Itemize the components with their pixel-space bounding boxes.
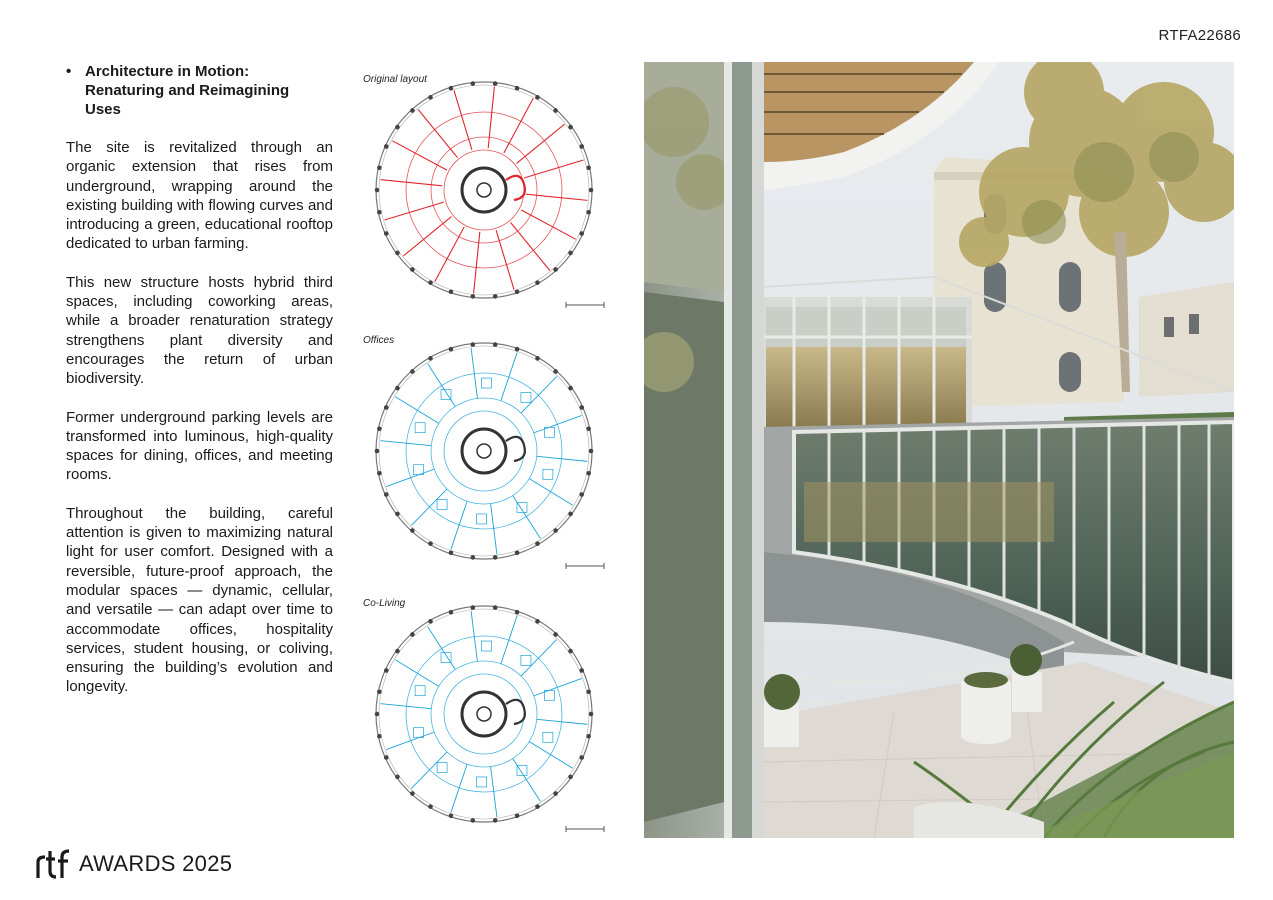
heading-line-2: Renaturing and Reimagining bbox=[85, 82, 290, 99]
plan-column bbox=[553, 791, 558, 796]
plan-ring bbox=[431, 661, 537, 767]
plan-core-room bbox=[506, 437, 525, 461]
plan-column bbox=[410, 108, 415, 113]
plan-ring bbox=[431, 137, 537, 243]
plan-furniture bbox=[481, 641, 491, 651]
plan-column bbox=[515, 813, 520, 818]
plan-radial-wall bbox=[451, 501, 467, 549]
plan-column bbox=[553, 108, 558, 113]
plan-column bbox=[535, 541, 540, 546]
plan-column bbox=[515, 550, 520, 555]
plan-column bbox=[535, 619, 540, 624]
plan-column bbox=[515, 86, 520, 91]
plan-original-layout bbox=[362, 72, 612, 312]
plan-ring bbox=[406, 112, 562, 268]
plan-column bbox=[493, 294, 498, 299]
plan-stair-core bbox=[462, 692, 506, 736]
offices-plan-drawing bbox=[362, 333, 612, 575]
plan-column bbox=[428, 95, 433, 100]
plan-column bbox=[384, 492, 389, 497]
plan-column bbox=[586, 165, 591, 170]
plan-column bbox=[428, 541, 433, 546]
plan-radial-wall bbox=[474, 232, 480, 294]
plan-ring bbox=[431, 398, 537, 504]
plan-radial-wall bbox=[381, 180, 443, 186]
plan-radial-wall bbox=[511, 223, 550, 271]
plan-column bbox=[377, 426, 382, 431]
plan-column bbox=[449, 610, 454, 615]
plan-column bbox=[428, 356, 433, 361]
plan-column bbox=[384, 755, 389, 760]
plan-column bbox=[515, 610, 520, 615]
plan-column bbox=[377, 734, 382, 739]
plan-furniture bbox=[521, 655, 531, 665]
paragraph-3: Former underground parking levels are transformed into luminous, high-quality spaces for dining, offices, and meeting rooms. bbox=[66, 408, 333, 484]
plan-column bbox=[553, 267, 558, 272]
plan-radial-wall bbox=[395, 660, 439, 687]
plan-radial-wall bbox=[521, 640, 557, 676]
plan-column bbox=[589, 449, 594, 454]
text-column bbox=[66, 62, 333, 716]
plan-ring bbox=[444, 411, 524, 491]
plan-radial-wall bbox=[513, 759, 541, 802]
plan-column bbox=[384, 668, 389, 673]
plan-column bbox=[395, 649, 400, 654]
plan-radial-wall bbox=[521, 377, 557, 413]
plan-radial-wall bbox=[513, 496, 541, 539]
plan-column bbox=[553, 632, 558, 637]
plan-label: Offices bbox=[363, 335, 395, 346]
plan-radial-wall bbox=[395, 397, 439, 424]
plan-column bbox=[471, 818, 476, 823]
plan-column bbox=[377, 471, 382, 476]
plan-column bbox=[535, 804, 540, 809]
plan-ring bbox=[406, 636, 562, 792]
plan-column bbox=[471, 81, 476, 86]
courtyard-photo-image bbox=[644, 62, 1234, 838]
plan-column bbox=[384, 405, 389, 410]
plan-column bbox=[449, 347, 454, 352]
plan-ring bbox=[444, 674, 524, 754]
plan-column bbox=[589, 712, 594, 717]
plan-column bbox=[493, 605, 498, 610]
plan-radial-wall bbox=[384, 202, 443, 220]
original-layout-plan-drawing bbox=[362, 72, 612, 312]
plan-stair-eye bbox=[477, 444, 491, 458]
plan-radial-wall bbox=[488, 87, 494, 149]
plan-radial-wall bbox=[526, 194, 588, 200]
plan-column bbox=[579, 755, 584, 760]
heading-line-1: Architecture in Motion: bbox=[85, 63, 250, 80]
plan-furniture bbox=[543, 732, 553, 742]
plan-column bbox=[428, 280, 433, 285]
plan-radial-wall bbox=[496, 230, 514, 289]
plan-stair-eye bbox=[477, 183, 491, 197]
plan-column bbox=[375, 188, 380, 193]
plan-radial-wall bbox=[418, 109, 457, 157]
plan-label: Co-Living bbox=[363, 598, 406, 609]
paragraph-4: Throughout the building, careful attention is given to maximizing natural light for user comfort. Designed with a reversible, future-proof approach, the modular spaces — dynamic, cellular, and versatile — can adapt over time to accommodate offices, hospitality services, student housing, or coliving, ensuring the building’s evolution and longevity. bbox=[66, 504, 333, 696]
plan-column bbox=[384, 144, 389, 149]
plan-furniture bbox=[437, 763, 447, 773]
plan-furniture bbox=[477, 514, 487, 524]
plan-label: Original layout bbox=[363, 74, 427, 85]
plan-core-room bbox=[506, 176, 525, 200]
plan-column bbox=[568, 512, 573, 517]
co-living-plan-drawing bbox=[362, 596, 612, 836]
plan-column bbox=[384, 231, 389, 236]
plan-column bbox=[377, 165, 382, 170]
plan-column bbox=[493, 81, 498, 86]
plan-column bbox=[395, 251, 400, 256]
plan-column bbox=[586, 210, 591, 215]
plan-column bbox=[579, 144, 584, 149]
plan-radial-wall bbox=[428, 627, 456, 670]
plan-column bbox=[568, 251, 573, 256]
plan-stair-eye bbox=[477, 707, 491, 721]
plan-column bbox=[395, 775, 400, 780]
courtyard-photo bbox=[644, 62, 1234, 838]
rtf-logo-icon bbox=[35, 849, 71, 879]
plan-radial-wall bbox=[501, 615, 517, 663]
plan-column bbox=[586, 471, 591, 476]
plan-column bbox=[568, 386, 573, 391]
awards-label: AWARDS 2025 bbox=[79, 851, 233, 876]
plan-column bbox=[589, 188, 594, 193]
plan-furniture bbox=[415, 423, 425, 433]
plan-column bbox=[428, 619, 433, 624]
plan-column bbox=[471, 605, 476, 610]
plan-furniture bbox=[521, 392, 531, 402]
plan-column bbox=[375, 449, 380, 454]
plan-column bbox=[586, 689, 591, 694]
plan-radial-wall bbox=[451, 764, 467, 812]
plan-column bbox=[579, 668, 584, 673]
reference-code: RTFA22686 bbox=[1158, 27, 1241, 44]
plan-column bbox=[568, 125, 573, 130]
plan-radial-wall bbox=[386, 732, 434, 749]
plan-column bbox=[579, 231, 584, 236]
bullet-icon: • bbox=[66, 63, 72, 80]
plan-column bbox=[410, 528, 415, 533]
plan-column bbox=[471, 294, 476, 299]
plan-radial-wall bbox=[529, 479, 573, 506]
plan-ring bbox=[444, 150, 524, 230]
plan-radial-wall bbox=[428, 364, 456, 407]
plan-column bbox=[586, 426, 591, 431]
plan-column bbox=[535, 280, 540, 285]
plan-radial-wall bbox=[534, 415, 582, 432]
plan-column bbox=[553, 528, 558, 533]
plan-column bbox=[449, 550, 454, 555]
plan-outer-wall bbox=[376, 82, 592, 298]
plan-radial-wall bbox=[529, 742, 573, 769]
plan-outer-wall bbox=[376, 606, 592, 822]
plan-radial-wall bbox=[517, 124, 565, 163]
plan-column bbox=[493, 342, 498, 347]
plan-core-room bbox=[506, 700, 525, 724]
plan-stair-core bbox=[462, 429, 506, 473]
section-heading bbox=[66, 62, 333, 119]
plan-column bbox=[395, 386, 400, 391]
plan-column bbox=[493, 555, 498, 560]
plan-co-living bbox=[362, 596, 612, 836]
plan-column bbox=[553, 369, 558, 374]
plan-inner-wall bbox=[379, 346, 589, 556]
plan-column bbox=[568, 649, 573, 654]
plan-inner-wall bbox=[379, 609, 589, 819]
plan-column bbox=[515, 289, 520, 294]
plan-radial-wall bbox=[534, 678, 582, 695]
plan-column bbox=[586, 734, 591, 739]
plan-furniture bbox=[477, 777, 487, 787]
plan-column bbox=[395, 512, 400, 517]
plan-column bbox=[568, 775, 573, 780]
plan-column bbox=[410, 791, 415, 796]
plan-column bbox=[471, 342, 476, 347]
plan-column bbox=[410, 369, 415, 374]
rtf-awards-logo bbox=[35, 849, 232, 879]
plan-column bbox=[579, 405, 584, 410]
plan-radial-wall bbox=[386, 469, 434, 486]
plan-radial-wall bbox=[403, 217, 451, 256]
plan-radial-wall bbox=[524, 160, 583, 178]
plan-column bbox=[515, 347, 520, 352]
plan-column bbox=[375, 712, 380, 717]
plan-ring bbox=[406, 373, 562, 529]
paragraph-1: The site is revitalized through an organic extension that rises from underground, wrapping around the existing building with flowing curves and introducing a green, educational rooftop dedicated to urban farming. bbox=[66, 139, 333, 253]
plan-radial-wall bbox=[411, 489, 447, 525]
plan-column bbox=[449, 86, 454, 91]
plan-column bbox=[377, 210, 382, 215]
plan-column bbox=[428, 804, 433, 809]
plan-outer-wall bbox=[376, 343, 592, 559]
plan-column bbox=[535, 356, 540, 361]
plan-furniture bbox=[437, 500, 447, 510]
plan-column bbox=[395, 125, 400, 130]
plan-column bbox=[410, 632, 415, 637]
plan-column bbox=[493, 818, 498, 823]
plan-furniture bbox=[543, 469, 553, 479]
heading-line-3: Uses bbox=[85, 101, 121, 118]
plan-offices bbox=[362, 333, 612, 575]
plan-column bbox=[535, 95, 540, 100]
paragraph-2: This new structure hosts hybrid third spaces, including coworking areas, while a broader renaturation strategy strengthens plant diversity and encourages the return of urban biodiversity. bbox=[66, 273, 333, 388]
plan-radial-wall bbox=[411, 752, 447, 788]
plan-column bbox=[449, 813, 454, 818]
plan-column bbox=[449, 289, 454, 294]
plan-column bbox=[471, 555, 476, 560]
plan-radial-wall bbox=[501, 352, 517, 400]
plan-inner-wall bbox=[379, 85, 589, 295]
plan-radial-wall bbox=[454, 90, 472, 149]
plan-stair-core bbox=[462, 168, 506, 212]
plan-column bbox=[377, 689, 382, 694]
plan-column bbox=[410, 267, 415, 272]
plan-furniture bbox=[415, 686, 425, 696]
plan-column bbox=[579, 492, 584, 497]
plan-furniture bbox=[481, 378, 491, 388]
